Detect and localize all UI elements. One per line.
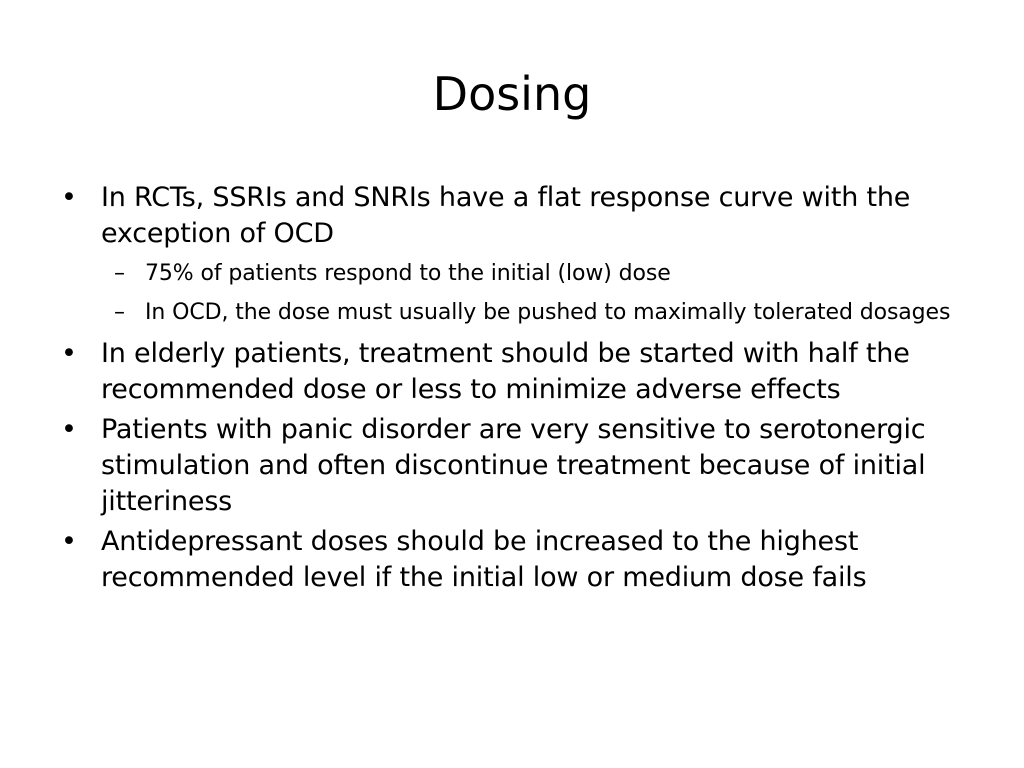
bullet-icon: • — [61, 414, 77, 445]
bullet-item — [57, 180, 977, 252]
sub-bullet-list — [57, 258, 977, 328]
bullet-icon: • — [61, 182, 77, 213]
bullet-text: In elderly patients, treatment should be started with half the recommended dose or less to minimize adverse effects — [101, 338, 910, 405]
bullet-item — [57, 524, 977, 596]
sub-bullet-item — [57, 258, 977, 289]
bullet-text: Patients with panic disorder are very sensitive to serotonergic stimulation and often discontinue treatment because of initial jitteriness — [101, 414, 926, 517]
bullet-list — [57, 180, 977, 600]
bullet-icon: • — [61, 526, 77, 557]
dash-icon: – — [114, 300, 125, 325]
bullet-icon: • — [61, 338, 77, 369]
sub-bullet-text: In OCD, the dose must usually be pushed to maximally tolerated dosages — [145, 300, 951, 325]
dash-icon: – — [114, 261, 125, 286]
bullet-text: In RCTs, SSRIs and SNRIs have a flat response curve with the exception of OCD — [101, 182, 911, 249]
slide-title: Dosing — [432, 67, 592, 121]
bullet-item — [57, 336, 977, 408]
sub-bullet-item — [57, 297, 977, 328]
bullet-text: Antidepressant doses should be increased to the highest recommended level if the initial low or medium dose fails — [101, 526, 867, 593]
sub-bullet-text: 75% of patients respond to the initial (low) dose — [145, 261, 671, 286]
bullet-item — [57, 412, 977, 520]
